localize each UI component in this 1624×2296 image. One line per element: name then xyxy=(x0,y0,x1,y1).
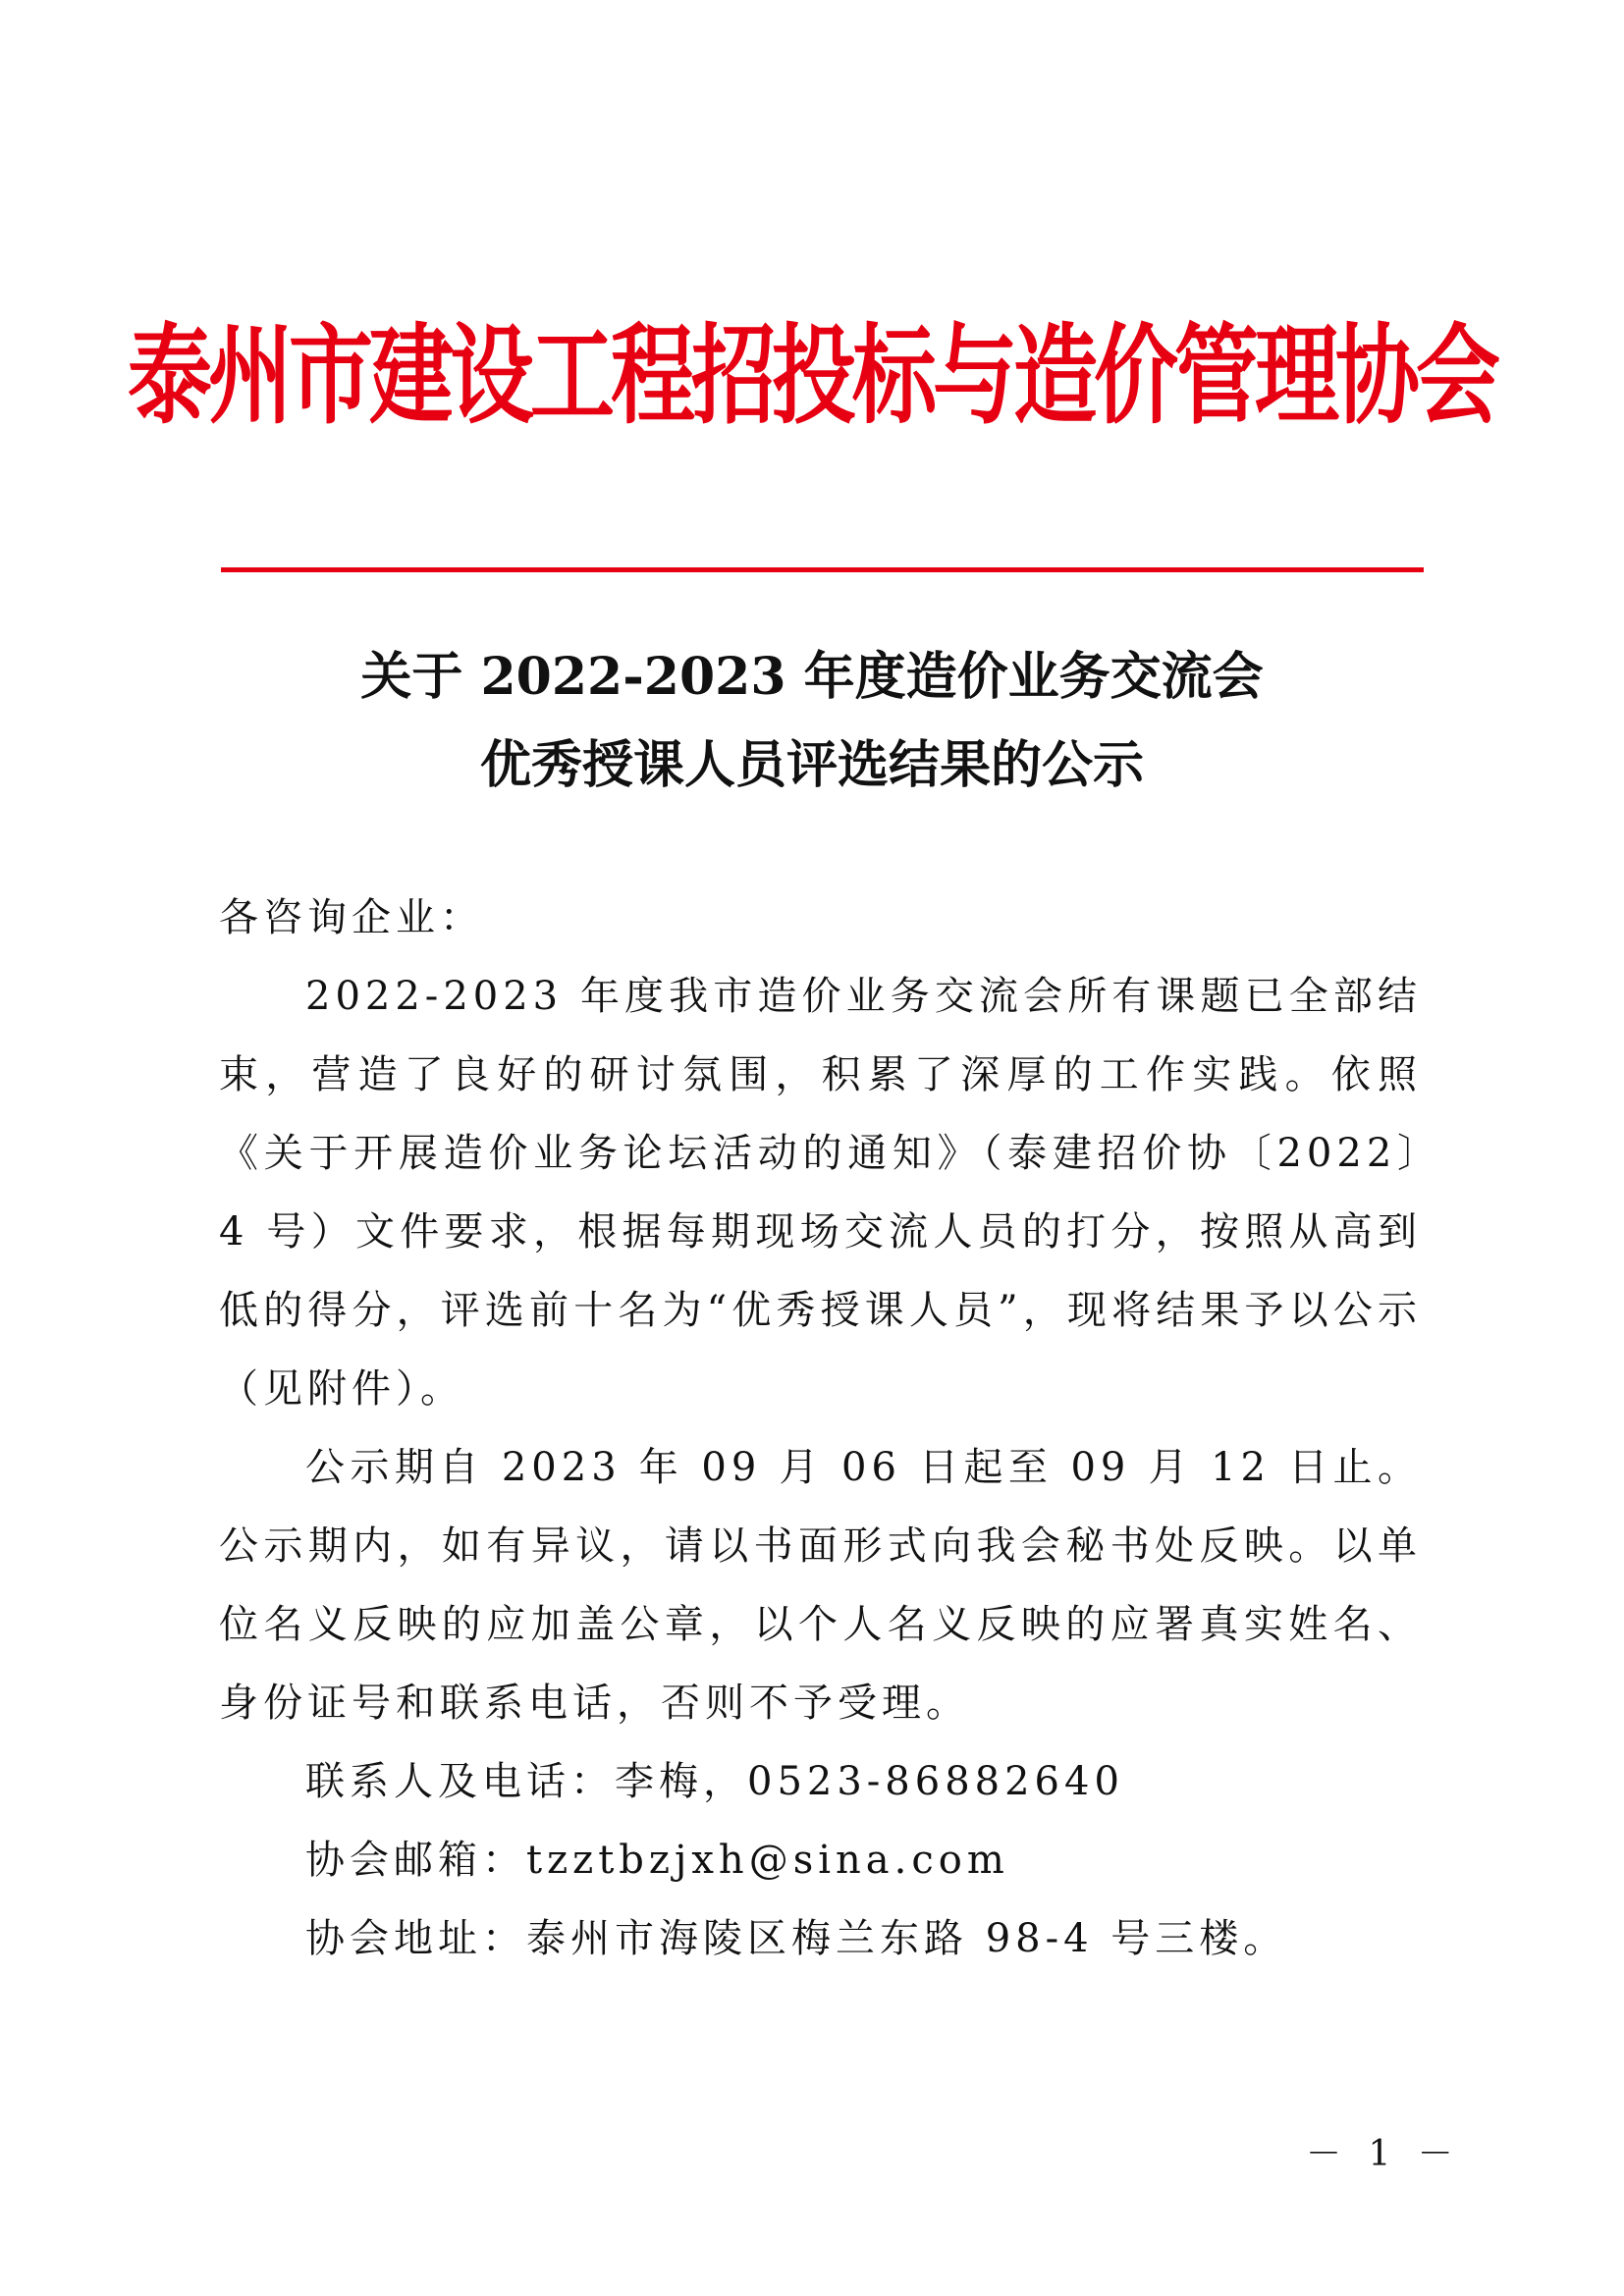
document-title-line-2: 优秀授课人员评选结果的公示 xyxy=(479,735,1144,795)
document-title-line-1: 关于 2022-2023 年度造价业务交流会 xyxy=(360,647,1264,707)
contact-phone-line: 联系人及电话：李梅，0523-86882640 xyxy=(305,1759,1124,1804)
masthead-red-rule xyxy=(221,567,1424,572)
contact-email-line: 协会邮箱：tzztbzjxh@sina.com xyxy=(305,1838,1009,1883)
contact-address-line: 协会地址：泰州市海陵区梅兰东路 98-4 号三楼。 xyxy=(305,1916,1288,1961)
page-number: － 1 － xyxy=(1306,2134,1461,2174)
body-paragraph-1: 2022-2023 年度我市造价业务交流会所有课题已全部结束，营造了良好的研讨氛围，积累了深厚的工作实践。依照《关于开展造价业务论坛活动的通知》（泰建招价协〔2022〕4 号）文件要求，根据每期现场交流人员的打分，按照从高到低的得分，评选前十名为“优秀授课人员”，现将结果予以公示（见附件）。 xyxy=(219,974,1422,1412)
body-paragraph-2: 公示期自 2023 年 09 月 06 日起至 09 月 12 日止。公示期内，如有异议，请以书面形式向我会秘书处反映。以单位名义反映的应加盖公章，以个人名义反映的应署真实姓名、身份证号和联系电话，否则不予受理。 xyxy=(219,1445,1422,1726)
salutation: 各咨询企业： xyxy=(219,895,484,940)
masthead-organization-name: 泰州市建设工程招投标与造价管理协会 xyxy=(128,314,1496,440)
